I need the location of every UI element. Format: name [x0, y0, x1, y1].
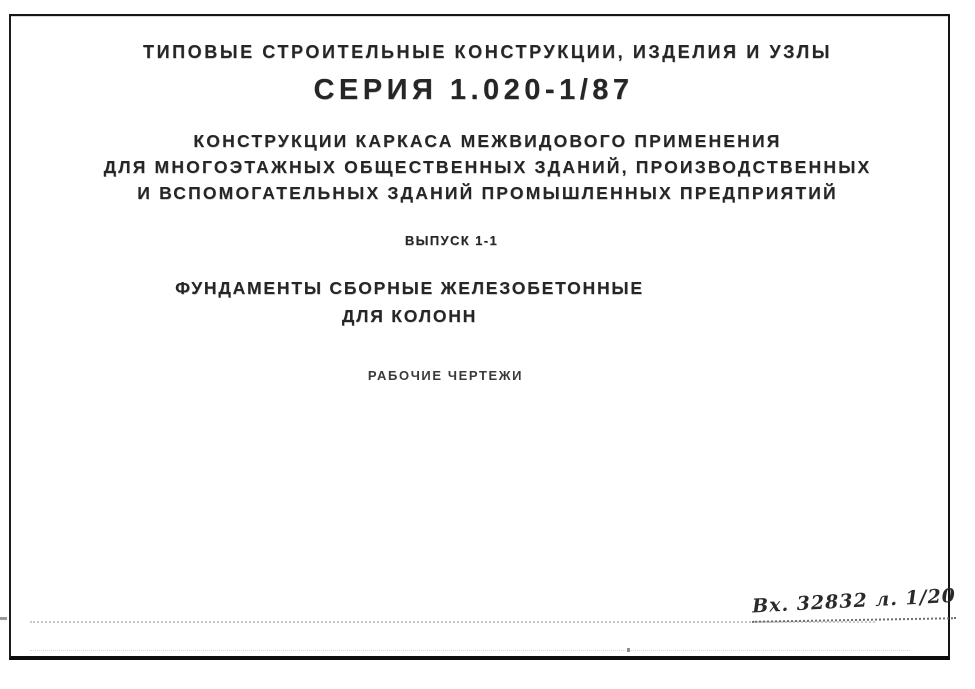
- issue-number-label: ВЫПУСК 1-1: [404, 233, 499, 248]
- document-type-label: РАБОЧИЕ ЧЕРТЕЖИ: [367, 368, 524, 383]
- volume-title-line-1: ФУНДАМЕНТЫ СБОРНЫЕ ЖЕЛЕЗОБЕТОННЫЕ: [175, 278, 644, 298]
- scan-noise-line: [30, 621, 875, 623]
- scan-noise-speck-2: [627, 648, 630, 652]
- volume-title-line-2: ДЛЯ КОЛОНН: [341, 306, 478, 326]
- scan-noise-line-2: [30, 650, 910, 651]
- volume-title: [0, 274, 897, 330]
- series-subtitle: [0, 128, 975, 206]
- subtitle-line-1: КОНСТРУКЦИИ КАРКАСА МЕЖВИДОВОГО ПРИМЕНЕНИЯ: [193, 131, 782, 151]
- page-border-frame: [9, 14, 950, 660]
- subtitle-line-2: ДЛЯ МНОГОЭТАЖНЫХ ОБЩЕСТВЕННЫХ ЗДАНИЙ, ПРОИЗВОДСТВЕННЫХ: [103, 157, 872, 177]
- series-number-title: СЕРИЯ 1.020-1/87: [313, 74, 634, 106]
- handwritten-registration-note: Вх. 32832 л. 1/20: [751, 584, 957, 618]
- scan-noise-speck: [0, 617, 7, 620]
- document-category-heading: ТИПОВЫЕ СТРОИТЕЛЬНЫЕ КОНСТРУКЦИИ, ИЗДЕЛИЯ И УЗЛЫ: [142, 42, 833, 62]
- subtitle-line-3: И ВСПОМОГАТЕЛЬНЫХ ЗДАНИЙ ПРОМЫШЛЕННЫХ ПРЕДПРИЯТИЙ: [137, 183, 838, 203]
